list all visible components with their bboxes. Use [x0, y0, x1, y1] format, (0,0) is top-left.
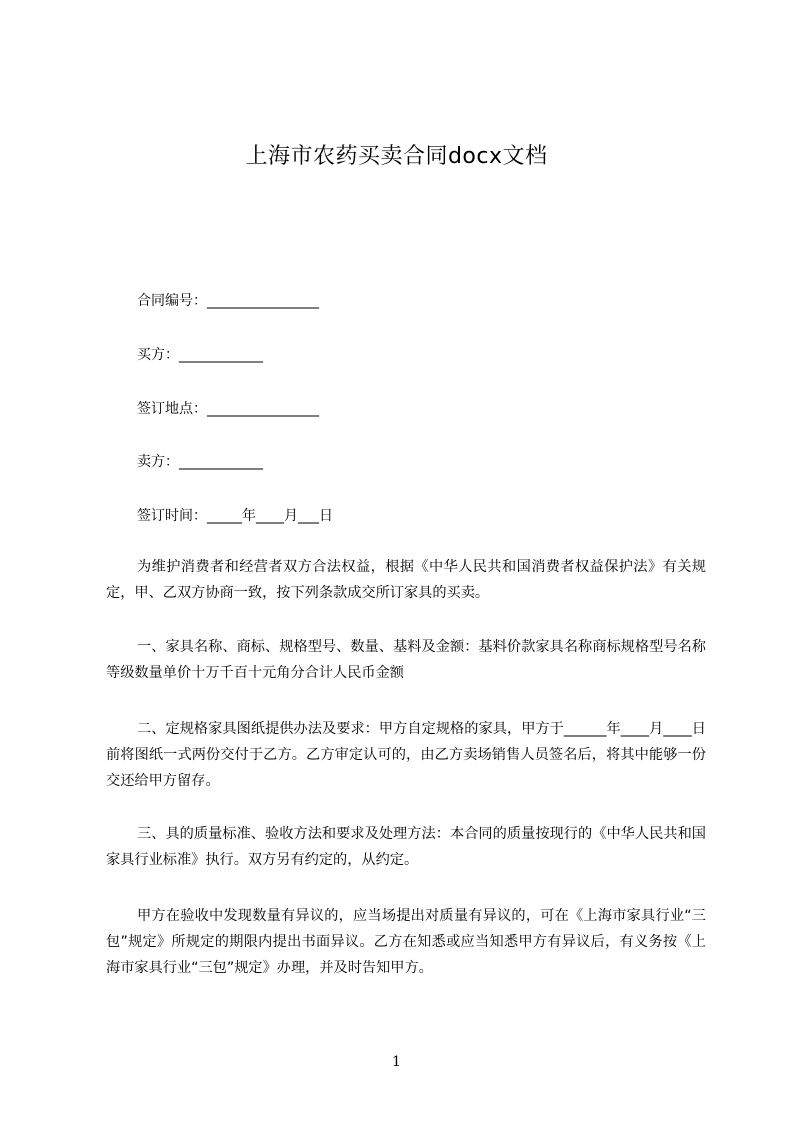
page-number: 1: [392, 1054, 401, 1070]
document-title: 上海市农药买卖合同docx文档: [245, 144, 548, 169]
signing-time-field: 签订时间：_____年____月___日: [137, 508, 333, 524]
clause-2-paragraph: 二、定规格家具图纸提供办法及要求：甲方自定规格的家具，甲方于______年____月____日前将图纸一式两份交付于乙方。乙方审定认可的，由乙方卖场销售人员签名后，将其中能够一份交还给甲方留存。: [106, 721, 706, 789]
inspection-paragraph: 甲方在验收中发现数量有异议的，应当场提出对质量有异议的，可在《上海市家具行业“三包”规定》所规定的期限内提出书面异议。乙方在知悉或应当知悉甲方有异议后，有义务按《上海市家具行业“三包”规定》办理，并及时告知甲方。: [106, 908, 706, 976]
intro-paragraph: 为维护消费者和经营者双方合法权益，根据《中华人民共和国消费者权益保护法》有关规定，甲、乙双方协商一致，按下列条款成交所订家具的买卖。: [106, 559, 706, 601]
clause-3-paragraph: 三、具的质量标准、验收方法和要求及处理方法：本合同的质量按现行的《中华人民共和国家具行业标准》执行。双方另有约定的，从约定。: [106, 826, 706, 868]
seller-field: 卖方：____________: [137, 454, 263, 470]
buyer-field: 买方：____________: [137, 347, 263, 363]
contract-number-field: 合同编号：________________: [137, 293, 319, 309]
signing-place-field: 签订地点：________________: [137, 401, 319, 417]
clause-1-paragraph: 一、家具名称、商标、规格型号、数量、基料及金额：基料价款家具名称商标规格型号名称等级数量单价十万千百十元角分合计人民币金额: [106, 639, 706, 681]
